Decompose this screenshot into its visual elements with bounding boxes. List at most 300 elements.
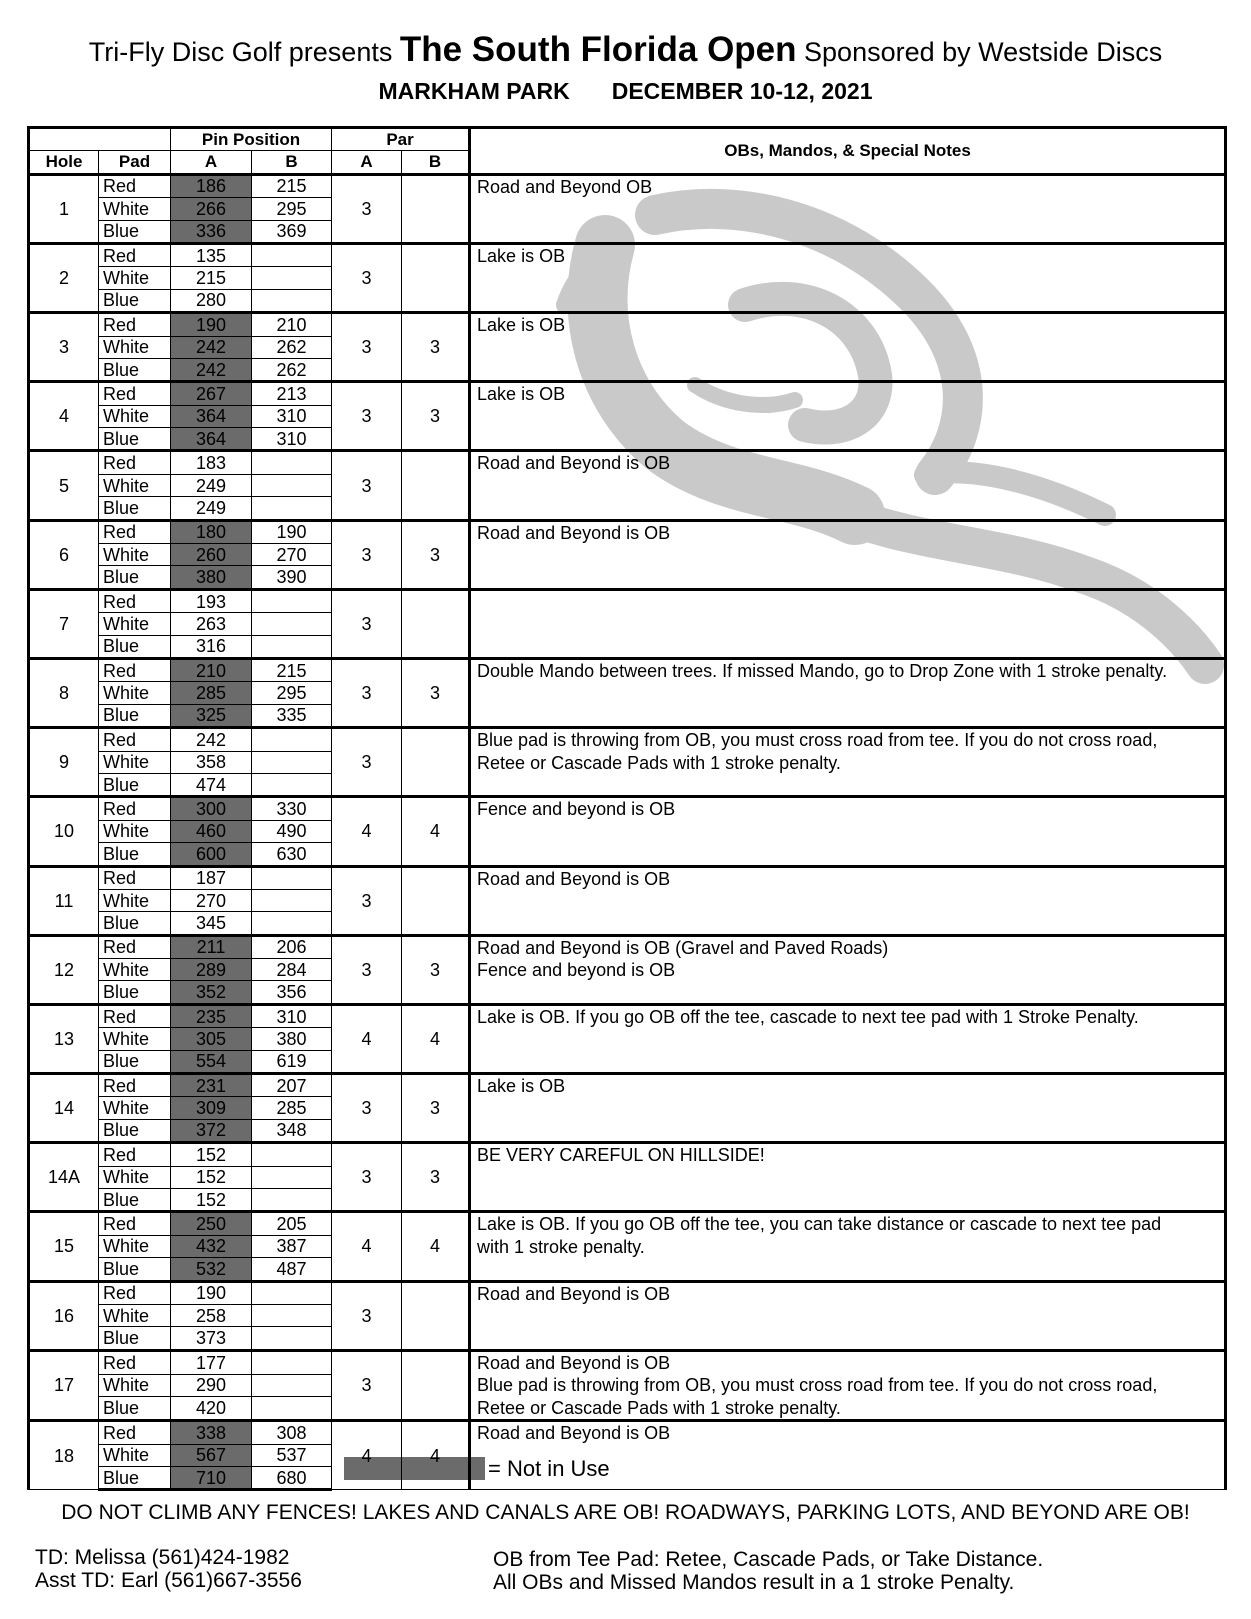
pad-color: Blue [99, 981, 171, 1004]
hole-number: 16 [29, 1281, 99, 1350]
table-row [29, 451, 1226, 474]
hole-notes [470, 1350, 1226, 1421]
event-title: The South Florida Open [399, 30, 797, 69]
hole-notes [470, 1212, 1226, 1281]
pin-a-distance: 432 [171, 1235, 252, 1257]
par-b [402, 728, 470, 797]
pad-color: Red [99, 313, 171, 336]
note-line: Blue pad is throwing from OB, you must cross road from tee. If you do not cross road, [477, 1375, 1158, 1396]
hole-notes [470, 313, 1226, 382]
pin-a-distance: 135 [171, 243, 252, 266]
par-a: 4 [332, 1004, 402, 1073]
pin-b-distance: 390 [252, 566, 332, 589]
par-a: 3 [332, 1281, 402, 1350]
par-a: 3 [332, 1350, 402, 1421]
pad-color: White [99, 1444, 171, 1466]
pad-color: White [99, 544, 171, 566]
pin-a-distance: 193 [171, 589, 252, 612]
pin-a-distance: 352 [171, 981, 252, 1004]
pad-color: Red [99, 1350, 171, 1374]
pad-color: White [99, 751, 171, 773]
hole-number: 14A [29, 1143, 99, 1212]
hole-number: 12 [29, 935, 99, 1004]
table-row [29, 1074, 1226, 1097]
pin-b-distance: 356 [252, 981, 332, 1004]
pad-color: White [99, 1028, 171, 1050]
par-a: 3 [332, 589, 402, 658]
hole-notes [470, 797, 1226, 866]
pin-a-distance: 242 [171, 358, 252, 381]
table-row [29, 313, 1226, 336]
pin-b-distance: 387 [252, 1235, 332, 1257]
par-a: 3 [332, 1143, 402, 1212]
note-line: Road and Beyond OB [477, 176, 653, 197]
pin-a-distance: 316 [171, 635, 252, 658]
note-line: Road and Beyond is OB [477, 1423, 671, 1444]
pin-b-distance [252, 589, 332, 612]
table-row [29, 520, 1226, 543]
par-a: 3 [332, 451, 402, 520]
pin-a-distance: 235 [171, 1004, 252, 1027]
not-in-use-legend: = Not in Use [488, 1456, 610, 1481]
pin-a-distance: 325 [171, 704, 252, 727]
hole-notes [470, 382, 1226, 451]
pin-b-distance [252, 1327, 332, 1350]
pin-a-distance: 267 [171, 382, 252, 405]
pad-color: Red [99, 1074, 171, 1097]
pad-color: Blue [99, 912, 171, 935]
pad-color: Blue [99, 1119, 171, 1142]
pad-color: White [99, 405, 171, 427]
table-row [29, 1143, 1226, 1166]
par-b: 4 [402, 1212, 470, 1281]
header-par-a: A [332, 151, 402, 174]
note-line: Retee or Cascade Pads with 1 stroke penalty. [477, 752, 841, 773]
pad-color: Blue [99, 1466, 171, 1489]
par-a: 3 [332, 1074, 402, 1143]
pin-a-distance: 460 [171, 820, 252, 842]
pin-b-distance [252, 1166, 332, 1188]
pin-a-distance: 289 [171, 959, 252, 981]
par-b: 3 [402, 658, 470, 727]
pin-b-distance: 487 [252, 1258, 332, 1281]
pad-color: Red [99, 1421, 171, 1444]
hole-number: 14 [29, 1074, 99, 1143]
table-row [29, 728, 1226, 751]
pad-color: White [99, 1166, 171, 1188]
pin-a-distance: 266 [171, 198, 252, 220]
pad-color: Red [99, 243, 171, 266]
pin-b-distance: 619 [252, 1050, 332, 1073]
pad-color: Blue [99, 704, 171, 727]
par-a: 3 [332, 243, 402, 312]
pad-color: White [99, 1097, 171, 1119]
pin-b-distance [252, 889, 332, 911]
table-row [29, 243, 1226, 266]
pin-b-distance: 330 [252, 797, 332, 820]
pin-b-distance: 284 [252, 959, 332, 981]
hole-number: 4 [29, 382, 99, 451]
note-line: Blue pad is throwing from OB, you must cross road from tee. If you do not cross road, [477, 730, 1158, 751]
pin-a-distance: 554 [171, 1050, 252, 1073]
table-row [29, 1212, 1226, 1235]
hole-number: 7 [29, 589, 99, 658]
par-b [402, 1281, 470, 1350]
event-sponsor: Sponsored by Westside Discs [804, 37, 1163, 67]
pin-a-distance: 190 [171, 1281, 252, 1304]
pin-b-distance [252, 1374, 332, 1397]
par-a: 4 [332, 1212, 402, 1281]
pad-color: Blue [99, 289, 171, 312]
hole-notes [470, 451, 1226, 520]
par-b: 4 [402, 1004, 470, 1073]
pin-b-distance [252, 866, 332, 889]
par-a: 3 [332, 935, 402, 1004]
pin-a-distance: 358 [171, 751, 252, 773]
pad-color: Red [99, 382, 171, 405]
par-b: 3 [402, 382, 470, 451]
par-b [402, 589, 470, 658]
note-line: Road and Beyond is OB [477, 453, 671, 474]
pin-a-distance: 180 [171, 520, 252, 543]
pin-a-distance: 242 [171, 336, 252, 358]
pin-b-distance: 262 [252, 358, 332, 381]
hole-number: 11 [29, 866, 99, 935]
pin-b-distance [252, 912, 332, 935]
pin-b-distance: 308 [252, 1421, 332, 1444]
pin-b-distance: 213 [252, 382, 332, 405]
pin-a-distance: 532 [171, 1258, 252, 1281]
note-line: Retee or Cascade Pads with 1 stroke penalty. [477, 1397, 841, 1418]
note-line: Road and Beyond is OB [477, 1352, 671, 1373]
par-a: 3 [332, 520, 402, 589]
event-title-line [0, 28, 1251, 74]
pin-b-distance: 207 [252, 1074, 332, 1097]
hole-notes [470, 1421, 1226, 1490]
pad-color: White [99, 613, 171, 635]
pad-color: Red [99, 658, 171, 681]
pad-color: Red [99, 728, 171, 751]
pad-color: Blue [99, 220, 171, 243]
note-line: Road and Beyond is OB (Gravel and Paved Roads) [477, 937, 889, 958]
pin-b-distance: 205 [252, 1212, 332, 1235]
note-line: Lake is OB. If you go OB off the tee, you can take distance or cascade to next tee pad [477, 1214, 1162, 1235]
pin-b-distance: 262 [252, 336, 332, 358]
pin-b-distance: 348 [252, 1119, 332, 1142]
pin-a-distance: 183 [171, 451, 252, 474]
pin-b-distance: 295 [252, 682, 332, 704]
pin-b-distance [252, 751, 332, 773]
par-b [402, 866, 470, 935]
pad-color: Blue [99, 843, 171, 866]
par-b [402, 451, 470, 520]
pin-a-distance: 258 [171, 1304, 252, 1326]
pin-b-distance [252, 474, 332, 496]
par-a: 3 [332, 866, 402, 935]
pad-color: Blue [99, 635, 171, 658]
pin-a-distance: 211 [171, 935, 252, 958]
pad-color: White [99, 1374, 171, 1397]
pin-b-distance [252, 451, 332, 474]
hole-notes [470, 243, 1226, 312]
pin-b-distance [252, 1350, 332, 1374]
pin-b-distance: 285 [252, 1097, 332, 1119]
pin-a-distance: 305 [171, 1028, 252, 1050]
pin-b-distance [252, 613, 332, 635]
pad-color: Blue [99, 1050, 171, 1073]
par-b: 3 [402, 1143, 470, 1212]
pin-a-distance: 710 [171, 1466, 252, 1489]
pin-b-distance: 310 [252, 405, 332, 427]
hole-number: 8 [29, 658, 99, 727]
pin-b-distance: 310 [252, 428, 332, 451]
note-line: Road and Beyond is OB [477, 868, 671, 889]
pin-a-distance: 187 [171, 866, 252, 889]
hole-notes [470, 1004, 1226, 1073]
pin-b-distance: 210 [252, 313, 332, 336]
pad-color: White [99, 820, 171, 842]
hole-number: 5 [29, 451, 99, 520]
pin-b-distance [252, 773, 332, 796]
pin-b-distance: 270 [252, 544, 332, 566]
header-pad: Pad [99, 151, 171, 174]
event-dates: DECEMBER 10-12, 2021 [611, 78, 873, 104]
note-line: Fence and beyond is OB [477, 960, 676, 981]
header-hole: Hole [29, 151, 99, 174]
header-par: Par [332, 128, 470, 151]
hole-number: 9 [29, 728, 99, 797]
pin-b-distance: 537 [252, 1444, 332, 1466]
par-b [402, 1350, 470, 1421]
pin-b-distance [252, 289, 332, 312]
pad-color: Blue [99, 1188, 171, 1211]
ob-rule: OB from Tee Pad: Retee, Cascade Pads, or Take Distance. [493, 1548, 1044, 1571]
par-b: 4 [402, 1421, 470, 1490]
hole-notes [470, 174, 1226, 243]
header-notes: OBs, Mandos, & Special Notes [470, 128, 1226, 175]
par-b: 3 [402, 935, 470, 1004]
pad-color: Red [99, 1004, 171, 1027]
par-a: 4 [332, 797, 402, 866]
pin-a-distance: 260 [171, 544, 252, 566]
hole-number: 13 [29, 1004, 99, 1073]
pin-a-distance: 380 [171, 566, 252, 589]
pin-b-distance: 680 [252, 1466, 332, 1489]
pad-color: Red [99, 935, 171, 958]
pin-a-distance: 190 [171, 313, 252, 336]
pin-a-distance: 364 [171, 405, 252, 427]
par-b: 3 [402, 1074, 470, 1143]
hole-number: 17 [29, 1350, 99, 1421]
pin-a-distance: 242 [171, 728, 252, 751]
event-venue-line [0, 76, 1251, 106]
pin-a-distance: 249 [171, 474, 252, 496]
pin-a-distance: 309 [171, 1097, 252, 1119]
pin-a-distance: 364 [171, 428, 252, 451]
pin-a-distance: 249 [171, 497, 252, 520]
pad-color: White [99, 889, 171, 911]
event-presenter: Tri-Fly Disc Golf presents [88, 37, 393, 67]
pad-color: White [99, 682, 171, 704]
pad-color: Blue [99, 358, 171, 381]
note-line: Double Mando between trees. If missed Mando, go to Drop Zone with 1 stroke penalty. [477, 660, 1168, 681]
pin-b-distance: 215 [252, 174, 332, 197]
hole-notes [470, 1143, 1226, 1212]
pin-a-distance: 152 [171, 1188, 252, 1211]
pin-b-distance [252, 1281, 332, 1304]
pin-a-distance: 270 [171, 889, 252, 911]
pin-a-distance: 474 [171, 773, 252, 796]
pin-b-distance [252, 243, 332, 266]
hole-notes [470, 866, 1226, 935]
pad-color: Red [99, 589, 171, 612]
note-line: Lake is OB [477, 245, 566, 266]
pad-color: Red [99, 1143, 171, 1166]
pin-b-distance [252, 728, 332, 751]
pad-color: Blue [99, 1327, 171, 1350]
header-pin-b: B [252, 151, 332, 174]
pin-a-distance: 152 [171, 1143, 252, 1166]
hole-number: 15 [29, 1212, 99, 1281]
hole-notes [470, 935, 1226, 1004]
pin-b-distance [252, 1397, 332, 1421]
pin-b-distance: 295 [252, 198, 332, 220]
pin-a-distance: 210 [171, 658, 252, 681]
pin-a-distance: 373 [171, 1327, 252, 1350]
table-row [29, 1421, 1226, 1444]
event-venue: MARKHAM PARK [378, 78, 570, 104]
pin-b-distance: 630 [252, 843, 332, 866]
pin-a-distance: 290 [171, 1374, 252, 1397]
par-a: 4 [332, 1421, 402, 1490]
pin-a-distance: 600 [171, 843, 252, 866]
pin-a-distance: 152 [171, 1166, 252, 1188]
pin-a-distance: 372 [171, 1119, 252, 1142]
asst-td-contact: Asst TD: Earl (561)667-3556 [35, 1569, 302, 1592]
header-pin-position: Pin Position [171, 128, 332, 151]
hole-notes [470, 728, 1226, 797]
par-a: 3 [332, 658, 402, 727]
pad-color: White [99, 1235, 171, 1257]
note-line: Lake is OB. If you go OB off the tee, cascade to next tee pad with 1 Stroke Penalty. [477, 1006, 1139, 1027]
pin-b-distance: 490 [252, 820, 332, 842]
pin-b-distance: 310 [252, 1004, 332, 1027]
par-b [402, 243, 470, 312]
pin-b-distance [252, 267, 332, 289]
hole-number: 6 [29, 520, 99, 589]
par-a: 3 [332, 313, 402, 382]
pin-a-distance: 567 [171, 1444, 252, 1466]
hole-notes [470, 1074, 1226, 1143]
pad-color: Blue [99, 566, 171, 589]
header-blank [29, 128, 171, 151]
pin-a-distance: 338 [171, 1421, 252, 1444]
table-row [29, 174, 1226, 197]
pin-a-distance: 231 [171, 1074, 252, 1097]
pin-b-distance [252, 1143, 332, 1166]
pad-color: Blue [99, 773, 171, 796]
note-line: Road and Beyond is OB [477, 522, 671, 543]
table-row [29, 589, 1226, 612]
note-line: with 1 stroke penalty. [477, 1236, 645, 1257]
td-contact: TD: Melissa (561)424-1982 [35, 1546, 290, 1569]
pin-b-distance [252, 1188, 332, 1211]
table-row [29, 382, 1226, 405]
hole-number: 3 [29, 313, 99, 382]
pad-color: Red [99, 866, 171, 889]
pin-b-distance: 369 [252, 220, 332, 243]
pin-b-distance [252, 635, 332, 658]
pad-color: White [99, 1304, 171, 1326]
table-row [29, 1350, 1226, 1374]
header-pin-a: A [171, 151, 252, 174]
pad-color: White [99, 267, 171, 289]
pin-b-distance: 206 [252, 935, 332, 958]
par-b: 3 [402, 313, 470, 382]
pad-color: Red [99, 1212, 171, 1235]
pin-a-distance: 420 [171, 1397, 252, 1421]
pad-color: White [99, 198, 171, 220]
table-row [29, 658, 1226, 681]
course-table [27, 126, 1227, 1491]
pin-a-distance: 285 [171, 682, 252, 704]
pad-color: Red [99, 1281, 171, 1304]
pin-a-distance: 345 [171, 912, 252, 935]
hole-number: 1 [29, 174, 99, 243]
pin-b-distance: 380 [252, 1028, 332, 1050]
pin-a-distance: 215 [171, 267, 252, 289]
pad-color: Red [99, 174, 171, 197]
hole-notes [470, 1281, 1226, 1350]
course-body [29, 174, 1226, 1490]
note-line: Lake is OB [477, 384, 566, 405]
pad-color: Blue [99, 428, 171, 451]
pad-color: Red [99, 451, 171, 474]
par-b: 4 [402, 797, 470, 866]
pad-color: White [99, 474, 171, 496]
pad-color: White [99, 336, 171, 358]
pin-b-distance: 190 [252, 520, 332, 543]
pin-a-distance: 336 [171, 220, 252, 243]
note-line: BE VERY CAREFUL ON HILLSIDE! [477, 1145, 765, 1166]
par-a: 3 [332, 382, 402, 451]
pad-color: Red [99, 797, 171, 820]
note-line: Fence and beyond is OB [477, 799, 676, 820]
hole-number: 2 [29, 243, 99, 312]
pad-color: Blue [99, 1258, 171, 1281]
pin-a-distance: 177 [171, 1350, 252, 1374]
hole-number: 18 [29, 1421, 99, 1490]
hole-notes [470, 658, 1226, 727]
pin-a-distance: 300 [171, 797, 252, 820]
pin-b-distance [252, 497, 332, 520]
pad-color: Blue [99, 497, 171, 520]
pin-a-distance: 280 [171, 289, 252, 312]
table-row [29, 935, 1226, 958]
table-row [29, 797, 1226, 820]
pad-color: White [99, 959, 171, 981]
pin-b-distance [252, 1304, 332, 1326]
table-row [29, 866, 1226, 889]
note-line: Lake is OB [477, 1076, 566, 1097]
hole-notes [470, 589, 1226, 658]
par-b: 3 [402, 520, 470, 589]
table-row [29, 1281, 1226, 1304]
table-row [29, 1004, 1226, 1027]
pin-b-distance: 215 [252, 658, 332, 681]
pad-color: Blue [99, 1397, 171, 1421]
hole-number: 10 [29, 797, 99, 866]
